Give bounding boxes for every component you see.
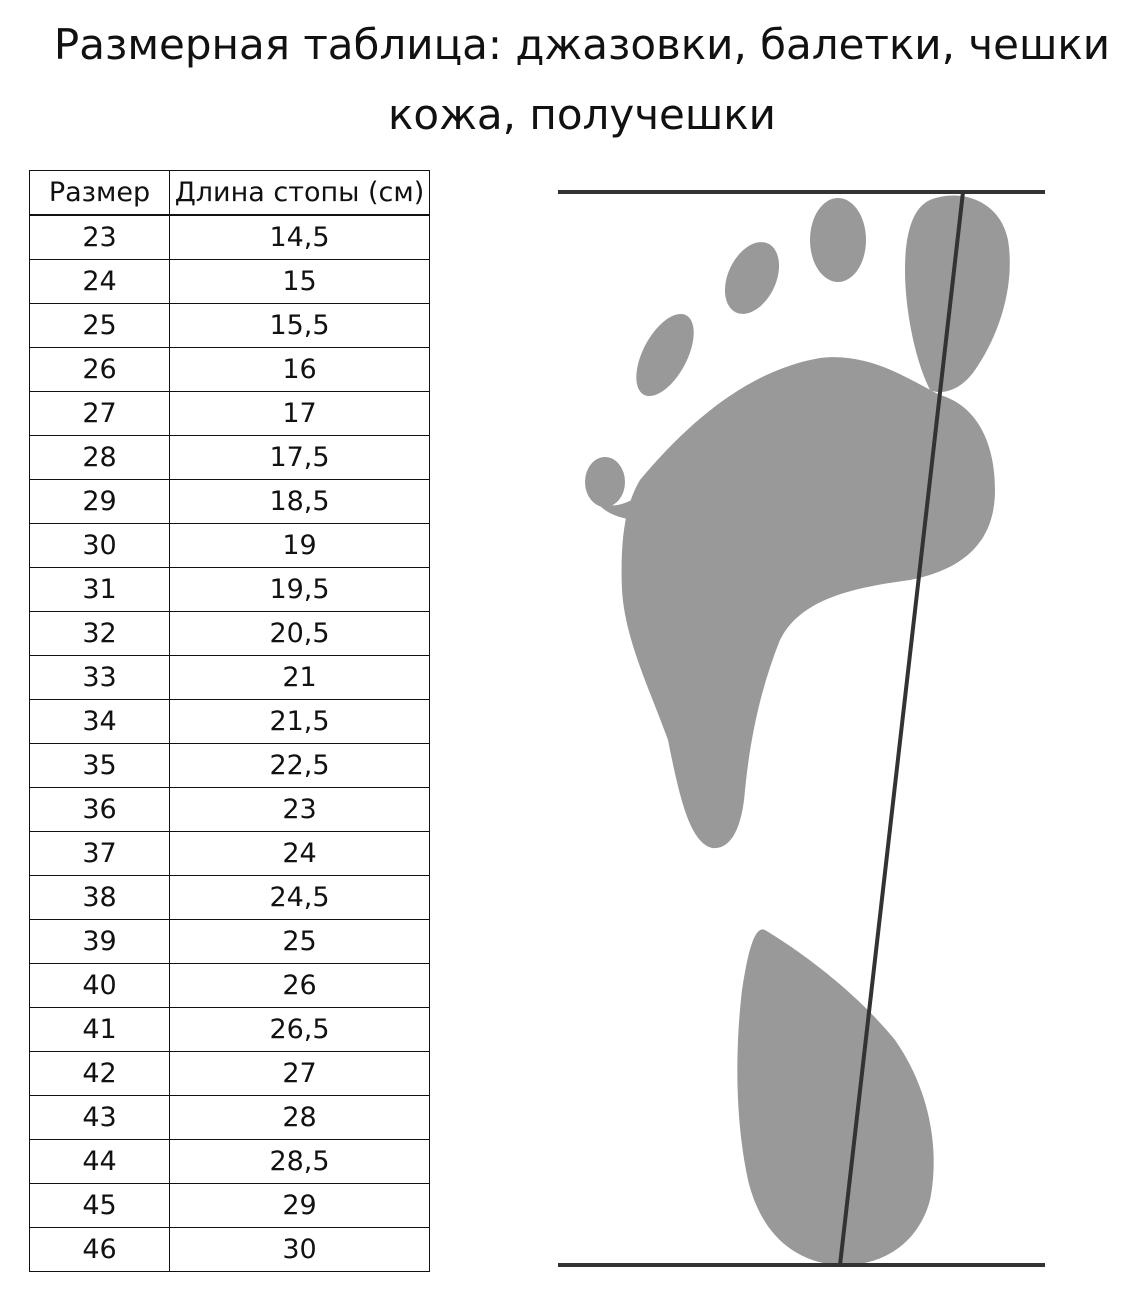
size-cell: 44 bbox=[30, 1140, 170, 1184]
table-header-row bbox=[30, 171, 430, 216]
footprint-icon bbox=[540, 170, 1080, 1280]
size-cell: 41 bbox=[30, 1008, 170, 1052]
foot-length-cell: 15,5 bbox=[170, 304, 430, 348]
foot-length-cell: 17 bbox=[170, 392, 430, 436]
foot-length-cell: 19 bbox=[170, 524, 430, 568]
size-cell: 23 bbox=[30, 215, 170, 260]
forefoot bbox=[622, 357, 995, 848]
table-row bbox=[30, 612, 430, 656]
foot-length-cell: 19,5 bbox=[170, 568, 430, 612]
size-cell: 37 bbox=[30, 832, 170, 876]
foot-length-cell: 14,5 bbox=[170, 215, 430, 260]
size-cell: 27 bbox=[30, 392, 170, 436]
table-row bbox=[30, 656, 430, 700]
toe-4 bbox=[624, 305, 705, 405]
table-row bbox=[30, 215, 430, 260]
foot-length-cell: 23 bbox=[170, 788, 430, 832]
table-row bbox=[30, 1228, 430, 1272]
size-cell: 32 bbox=[30, 612, 170, 656]
table-row bbox=[30, 436, 430, 480]
table-row bbox=[30, 964, 430, 1008]
size-cell: 26 bbox=[30, 348, 170, 392]
table-row bbox=[30, 524, 430, 568]
foot-length-cell: 24,5 bbox=[170, 876, 430, 920]
table-row bbox=[30, 1008, 430, 1052]
foot-length-cell: 18,5 bbox=[170, 480, 430, 524]
size-cell: 29 bbox=[30, 480, 170, 524]
foot-length-cell: 17,5 bbox=[170, 436, 430, 480]
size-cell: 24 bbox=[30, 260, 170, 304]
table-row bbox=[30, 260, 430, 304]
page-title-line-1: Размерная таблица: джазовки, балетки, чешки bbox=[53, 20, 1111, 69]
toe-5 bbox=[585, 457, 625, 507]
table-row bbox=[30, 700, 430, 744]
heel bbox=[737, 929, 933, 1265]
size-cell: 25 bbox=[30, 304, 170, 348]
foot-length-cell: 15 bbox=[170, 260, 430, 304]
size-cell: 30 bbox=[30, 524, 170, 568]
size-table bbox=[29, 170, 430, 1272]
table-row bbox=[30, 920, 430, 964]
table-row bbox=[30, 832, 430, 876]
foot-length-cell: 22,5 bbox=[170, 744, 430, 788]
foot-length-cell: 27 bbox=[170, 1052, 430, 1096]
size-cell: 34 bbox=[30, 700, 170, 744]
table-row bbox=[30, 568, 430, 612]
foot-length-cell: 16 bbox=[170, 348, 430, 392]
size-cell: 31 bbox=[30, 568, 170, 612]
size-cell: 36 bbox=[30, 788, 170, 832]
table-row bbox=[30, 392, 430, 436]
foot-length-cell: 28 bbox=[170, 1096, 430, 1140]
table-row bbox=[30, 480, 430, 524]
foot-length-cell: 25 bbox=[170, 920, 430, 964]
foot-length-cell: 30 bbox=[170, 1228, 430, 1272]
toe-2 bbox=[810, 198, 866, 282]
table-row bbox=[30, 304, 430, 348]
foot-length-cell: 29 bbox=[170, 1184, 430, 1228]
table-row bbox=[30, 1052, 430, 1096]
size-cell: 35 bbox=[30, 744, 170, 788]
size-cell: 33 bbox=[30, 656, 170, 700]
toe-3 bbox=[714, 233, 790, 322]
size-cell: 38 bbox=[30, 876, 170, 920]
size-cell: 42 bbox=[30, 1052, 170, 1096]
table-row bbox=[30, 1184, 430, 1228]
foot-length-cell: 24 bbox=[170, 832, 430, 876]
foot-length-cell: 28,5 bbox=[170, 1140, 430, 1184]
size-cell: 46 bbox=[30, 1228, 170, 1272]
foot-length-cell: 21,5 bbox=[170, 700, 430, 744]
foot-length-cell: 20,5 bbox=[170, 612, 430, 656]
size-cell: 28 bbox=[30, 436, 170, 480]
size-cell: 39 bbox=[30, 920, 170, 964]
table-row bbox=[30, 788, 430, 832]
foot-length-cell: 26 bbox=[170, 964, 430, 1008]
size-cell: 43 bbox=[30, 1096, 170, 1140]
size-cell: 40 bbox=[30, 964, 170, 1008]
table-row bbox=[30, 876, 430, 920]
size-cell: 45 bbox=[30, 1184, 170, 1228]
table-row bbox=[30, 744, 430, 788]
table-row bbox=[30, 348, 430, 392]
foot-length-cell: 26,5 bbox=[170, 1008, 430, 1052]
table-row bbox=[30, 1140, 430, 1184]
column-header-foot-length: Длина стопы (см) bbox=[170, 171, 430, 216]
page-title-line-2: кожа, получешки bbox=[388, 90, 776, 139]
foot-length-cell: 21 bbox=[170, 656, 430, 700]
table-row bbox=[30, 1096, 430, 1140]
column-header-size: Размер bbox=[30, 171, 170, 216]
